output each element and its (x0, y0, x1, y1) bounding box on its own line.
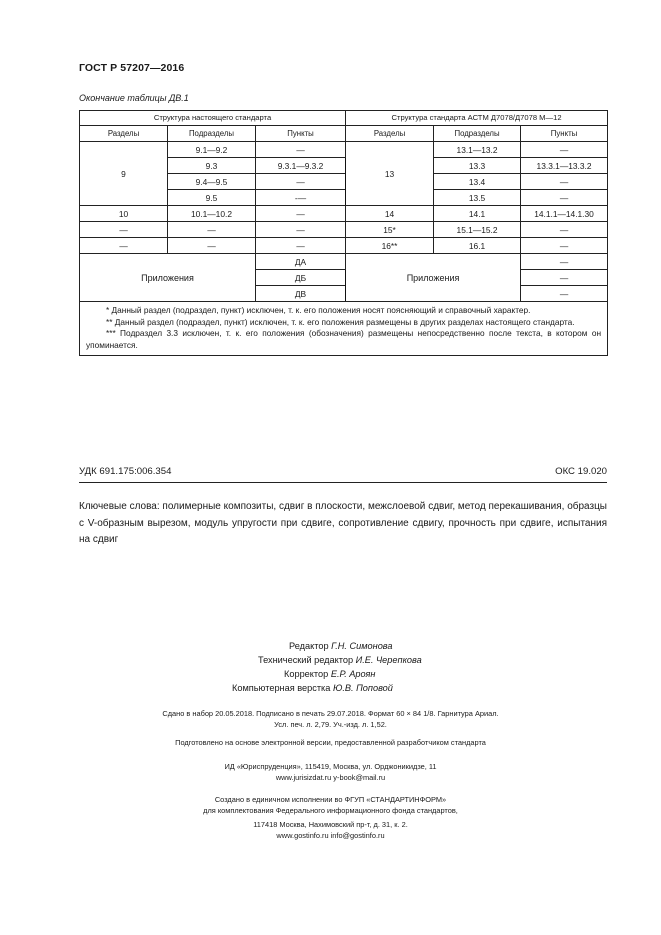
imprint-publisher-contacts: www.jurisizdat.ru y-book@mail.ru (275, 773, 386, 782)
column-header: Разделы (80, 126, 168, 142)
table-cell: 13.5 (434, 190, 521, 206)
credit-name: Ю.В. Поповой (332, 683, 393, 693)
table-cell: — (256, 142, 346, 158)
footnote: *** Подраздел 3.3 исключен, т. к. его положения (обозначения) размещены непосредственно после текста, в котором он упоминается. (86, 328, 602, 350)
table-cell: 16.1 (434, 238, 521, 254)
table-cell: 13.1—13.2 (434, 142, 521, 158)
table-cell: 15.1—15.2 (434, 222, 521, 238)
table-cell: 16** (346, 238, 434, 254)
keywords: Ключевые слова: полимерные композиты, сдвиг в плоскости, межслоевой сдвиг, метод перекашивания, образцы с V-образным вырезом, модуль упругости при сдвиге, сопротивление сдвигу, прочность при сдвиге, испытания на сдвиг (79, 501, 607, 545)
table-cell: — (256, 222, 346, 238)
imprint-publisher: ИД «Юриспруденция», 115419, Москва, ул. Орджоникидзе, 11 (224, 762, 437, 771)
table-cell: — (168, 238, 256, 254)
oks-code: ОКС 19.020 (555, 466, 607, 477)
credit-role: Компьютерная верстка (232, 683, 331, 693)
table-group-header-row (80, 111, 608, 126)
table-cell: — (521, 270, 608, 286)
credit-editor (289, 640, 393, 653)
column-header: Пункты (521, 126, 608, 142)
imprint-creator: Создано в единичном исполнении во ФГУП «СТАНДАРТИНФОРМ» (214, 795, 447, 804)
table-cell: ДА (256, 254, 346, 270)
table-column-header-row (80, 126, 608, 142)
table-cell: — (256, 238, 346, 254)
table-cell: 13.3 (434, 158, 521, 174)
notes-row (80, 302, 608, 356)
credit-tech-editor (258, 654, 422, 667)
table-cell: — (521, 286, 608, 302)
table-cell: 9.3.1—9.3.2 (256, 158, 346, 174)
table-cell: 13 (346, 142, 434, 206)
table-row (80, 238, 608, 254)
credit-role: Корректор (284, 669, 329, 679)
table-cell: 9.4—9.5 (168, 174, 256, 190)
column-header: Разделы (346, 126, 434, 142)
table-cell: — (80, 238, 168, 254)
credit-layout (232, 682, 393, 695)
table-cell: — (521, 238, 608, 254)
table-cell: ДБ (256, 270, 346, 286)
imprint-volume: Усл. печ. л. 2,79. Уч.-изд. л. 1,52. (274, 720, 387, 729)
footnote: ** Данный раздел (подраздел, пункт) исключен, т. к. его положения размещены в других разделах настоящего стандарта. (106, 316, 575, 327)
imprint-purpose: для комплектования Федерального информационного фонда стандартов, (203, 806, 458, 815)
table-cell: 14 (346, 206, 434, 222)
table-row (80, 206, 608, 222)
appendix-label-left: Приложения (80, 254, 256, 302)
document-id: ГОСТ Р 57207—2016 (79, 62, 185, 74)
table-cell: — (521, 254, 608, 270)
table-cell: — (256, 174, 346, 190)
table-row (80, 142, 608, 158)
column-header: Пункты (256, 126, 346, 142)
table-cell: 9 (80, 142, 168, 206)
footnote: * Данный раздел (подраздел, пункт) исключен, т. к. его положения носят поясняющий и справочный характер. (106, 305, 531, 315)
table-cell: 15* (346, 222, 434, 238)
table-cell: — (521, 222, 608, 238)
table-cell: 9.1—9.2 (168, 142, 256, 158)
group-header-right: Структура стандарта АСТМ Д7078/Д7078 М—12 (346, 111, 608, 126)
table-cell: — (80, 222, 168, 238)
credit-name: И.Е. Черепкова (355, 655, 422, 665)
imprint-print-info: Сдано в набор 20.05.2018. Подписано в печать 29.07.2018. Формат 60 × 84 1/8. Гарнитура Ариал. (162, 709, 499, 718)
table-cell: -— (256, 190, 346, 206)
table-row (80, 222, 608, 238)
credit-name: Е.Р. Ароян (330, 669, 376, 679)
group-header-left: Структура настоящего стандарта (80, 111, 346, 126)
column-header: Подразделы (168, 126, 256, 142)
table-cell: 10.1—10.2 (168, 206, 256, 222)
udk-code: УДК 691.175:006.354 (79, 466, 172, 477)
table-cell: — (521, 142, 608, 158)
table-cell: 13.3.1—13.3.2 (521, 158, 608, 174)
credit-role: Технический редактор (258, 655, 354, 665)
credit-name: Г.Н. Симонова (331, 641, 393, 651)
appendix-row (80, 254, 608, 270)
table-cell: 10 (80, 206, 168, 222)
table-cell: — (168, 222, 256, 238)
imprint-contacts: www.gostinfo.ru info@gostinfo.ru (276, 831, 385, 840)
table-cell: 14.1.1—14.1.30 (521, 206, 608, 222)
table-cell: 9.3 (168, 158, 256, 174)
table-cell: 13.4 (434, 174, 521, 190)
credit-role: Редактор (289, 641, 329, 651)
table-cell: 9.5 (168, 190, 256, 206)
divider (79, 482, 607, 483)
table-cell: — (256, 206, 346, 222)
appendix-label-right: Приложения (346, 254, 521, 302)
correspondence-table (79, 110, 608, 356)
imprint-source: Подготовлено на основе электронной версии, предоставленной разработчиком стандарта (175, 738, 486, 747)
column-header: Подразделы (434, 126, 521, 142)
imprint-address: 117418 Москва, Нахимовский пр-т, д. 31, к. 2. (253, 820, 408, 829)
table-cell: — (521, 190, 608, 206)
table-cell: ДВ (256, 286, 346, 302)
table-cell: 14.1 (434, 206, 521, 222)
table-notes (80, 302, 608, 356)
credit-corrector (284, 668, 375, 681)
table-cell: — (521, 174, 608, 190)
table-caption: Окончание таблицы ДВ.1 (79, 93, 189, 103)
